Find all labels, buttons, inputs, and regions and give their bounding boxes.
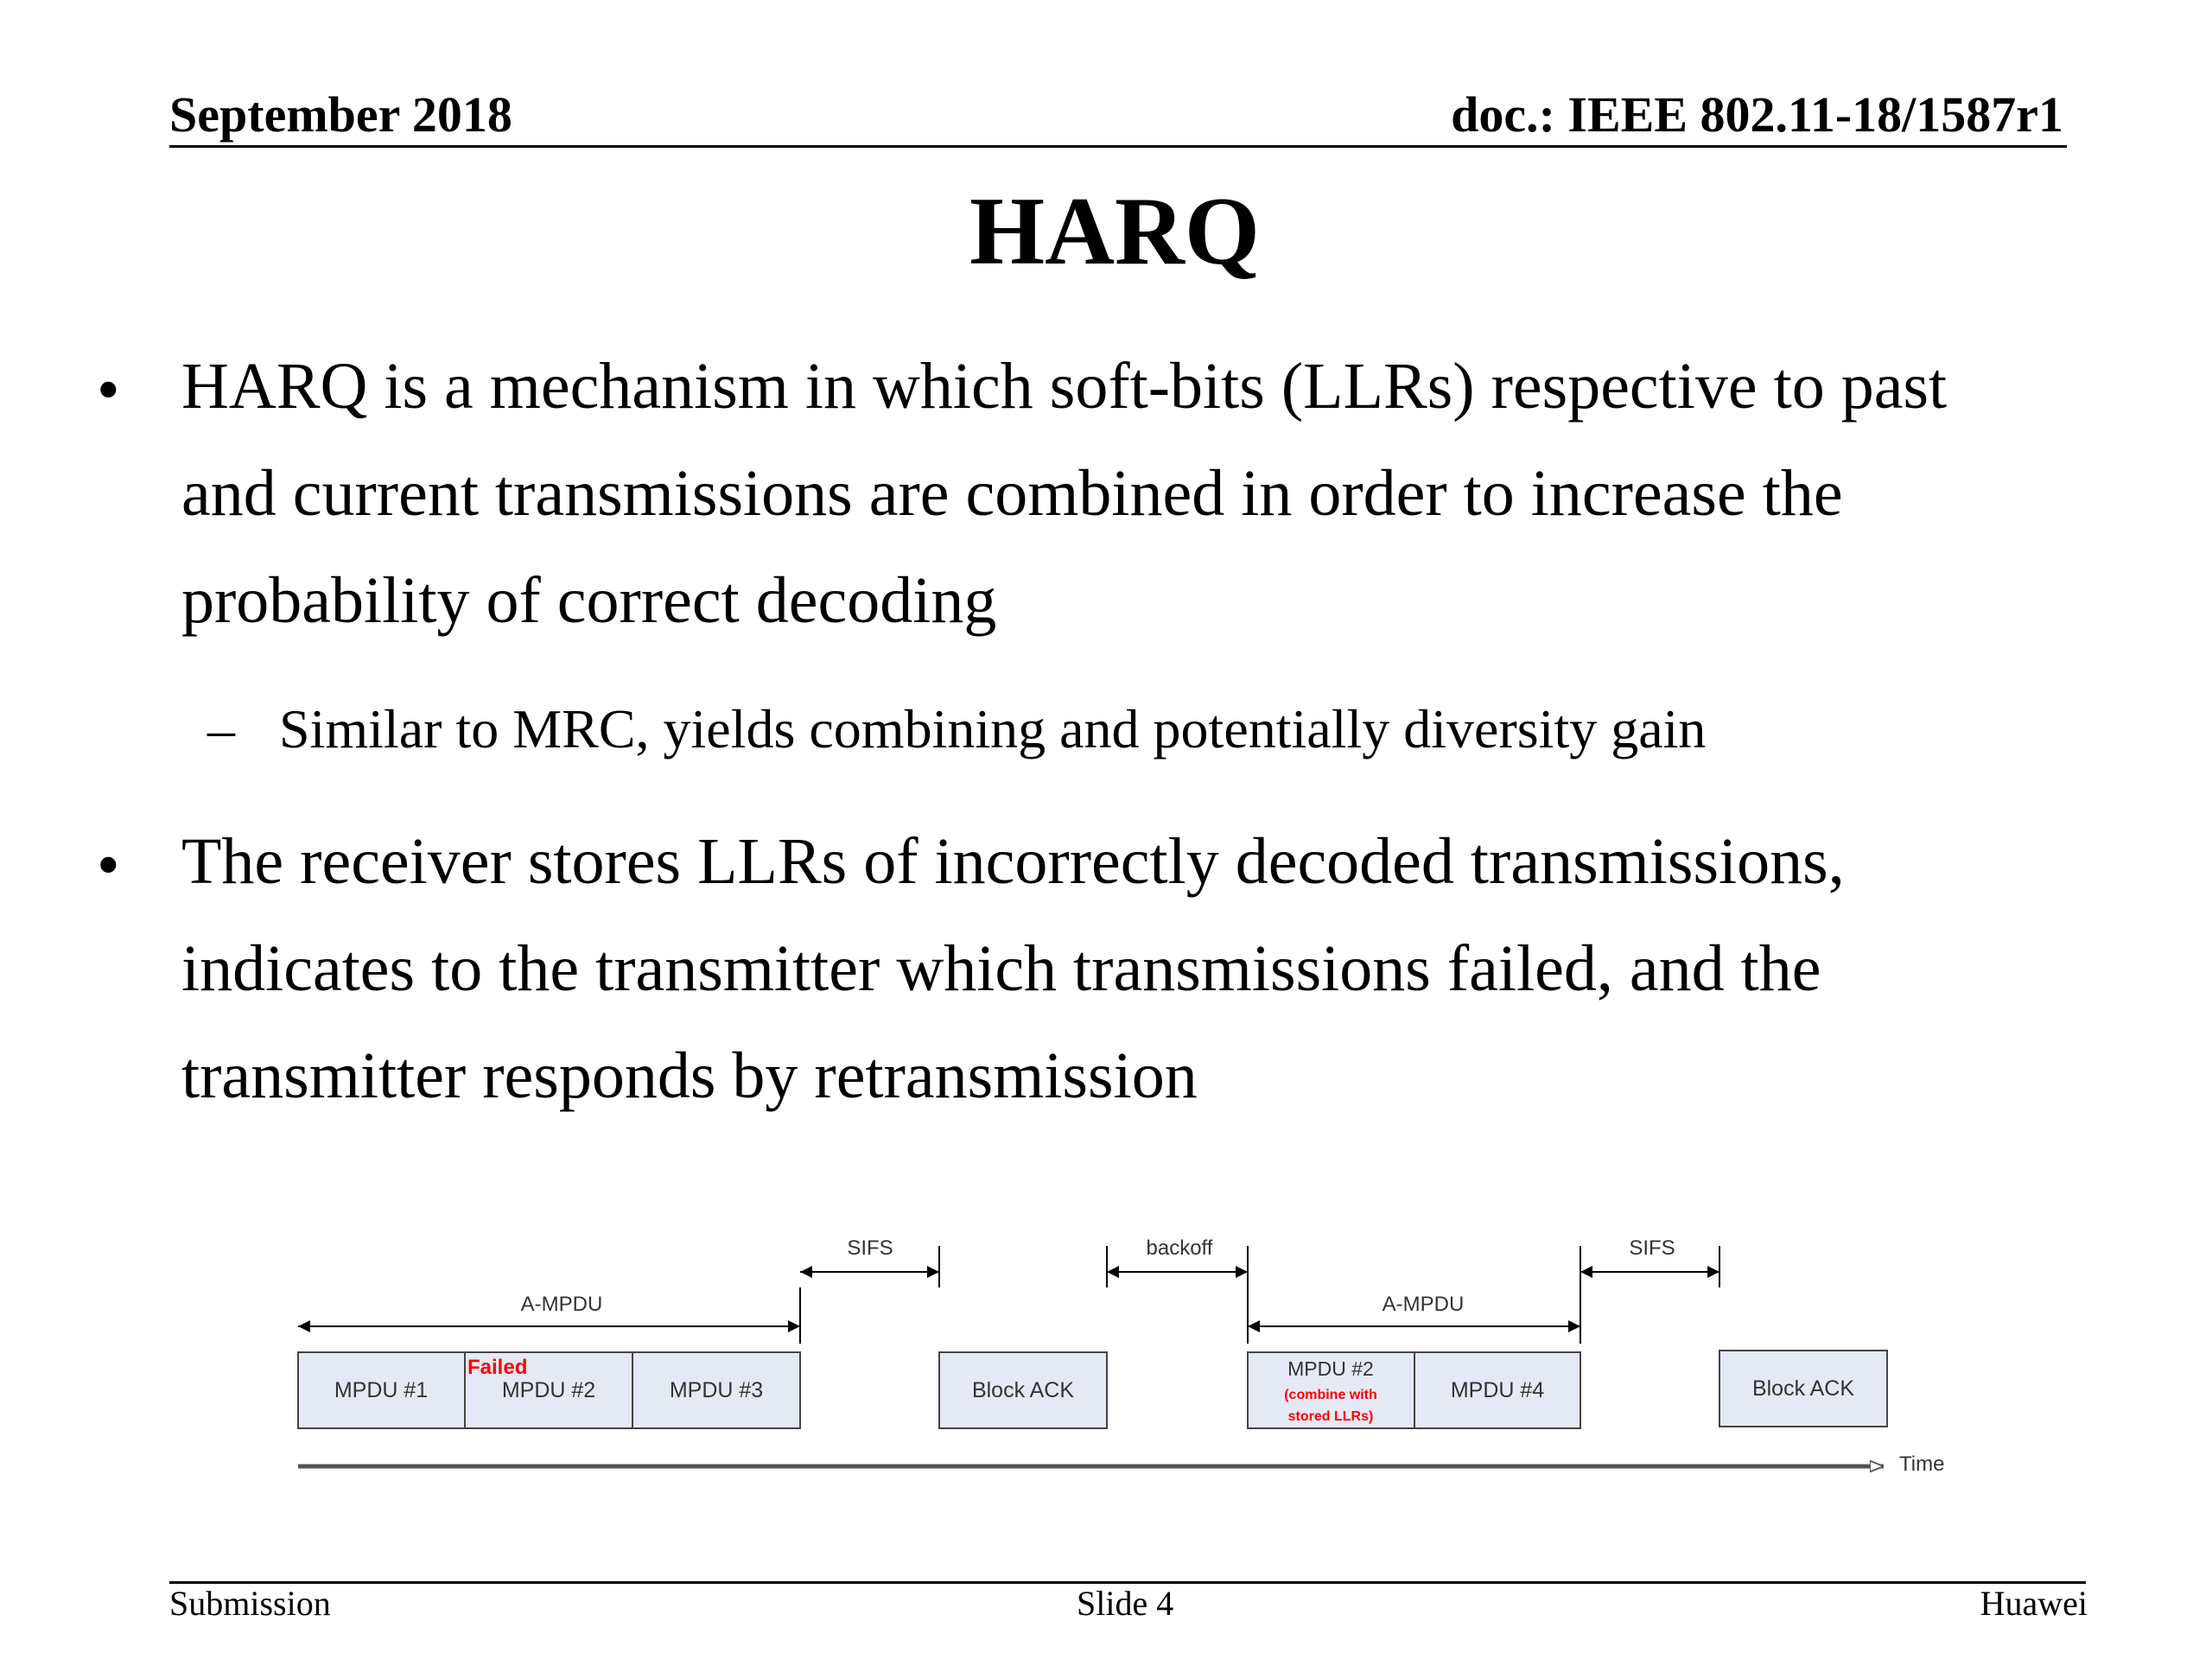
- combine-note-line-2: stored LLRs): [1287, 1409, 1374, 1424]
- bullet-2-line-3: transmitter responds by retransmission: [181, 1039, 1198, 1112]
- failed-label: Failed: [467, 1356, 528, 1379]
- bullet-1-line-1: HARQ is a mechanism in which soft-bits (LLRs) respective to past: [181, 350, 1948, 423]
- sifs-1-label: SIFS: [847, 1236, 893, 1260]
- backoff-label: backoff: [1146, 1236, 1213, 1260]
- header-divider: [169, 145, 2067, 148]
- bullet-1-text: [181, 333, 1947, 654]
- block-mpdu-3-label: MPDU #3: [669, 1378, 764, 1402]
- footer-submission: Submission: [169, 1584, 331, 1623]
- header-date: September 2018: [169, 86, 512, 143]
- combine-note-line-1: (combine with: [1284, 1388, 1377, 1402]
- block-mpdu-3: [632, 1352, 800, 1428]
- block-mpdu-4-label: MPDU #4: [1450, 1378, 1545, 1402]
- footer-company: Huawei: [1980, 1584, 2088, 1623]
- bullet-1-line-2: and current transmissions are combined in order to increase the: [181, 457, 1843, 530]
- harq-timing-diagram: [285, 1223, 1970, 1491]
- bullet-2-line-1: The receiver stores LLRs of incorrectly decoded transmissions,: [181, 825, 1845, 898]
- header-doc-id: doc.: IEEE 802.11-18/1587r1: [1451, 86, 2063, 143]
- bullet-2-text: [181, 808, 1845, 1129]
- footer-slide-number: Slide 4: [1077, 1584, 1174, 1623]
- block-mpdu-2-label: MPDU #2: [501, 1378, 596, 1402]
- block-mpdu-2-retransmission: [1248, 1352, 1414, 1428]
- bullet-1-line-3: probability of correct decoding: [181, 564, 997, 637]
- block-mpdu-2-retx-label: MPDU #2: [1287, 1357, 1374, 1380]
- ampdu-1-label: A-MPDU: [520, 1293, 603, 1316]
- bullet-2-line-2: indicates to the transmitter which transmissions failed, and the: [181, 932, 1821, 1005]
- bullet-1-marker: •: [97, 353, 120, 426]
- block-ack-1: [939, 1352, 1107, 1428]
- block-ack-2: [1719, 1351, 1887, 1427]
- sifs-2-label: SIFS: [1629, 1236, 1675, 1260]
- block-mpdu-1-label: MPDU #1: [334, 1378, 429, 1402]
- sub-bullet-text: Similar to MRC, yields combining and potentially diversity gain: [279, 698, 1707, 760]
- block-mpdu-1: [298, 1352, 465, 1428]
- ampdu-2-label: A-MPDU: [1382, 1293, 1465, 1316]
- block-ack-1-label: Block ACK: [971, 1378, 1075, 1402]
- block-mpdu-4: [1414, 1352, 1580, 1428]
- sub-bullet-marker: –: [207, 698, 235, 760]
- bullet-2-marker: •: [97, 829, 120, 901]
- time-axis-label: Time: [1899, 1452, 1945, 1476]
- slide-title: HARQ: [969, 178, 1260, 285]
- block-ack-2-label: Block ACK: [1751, 1376, 1855, 1401]
